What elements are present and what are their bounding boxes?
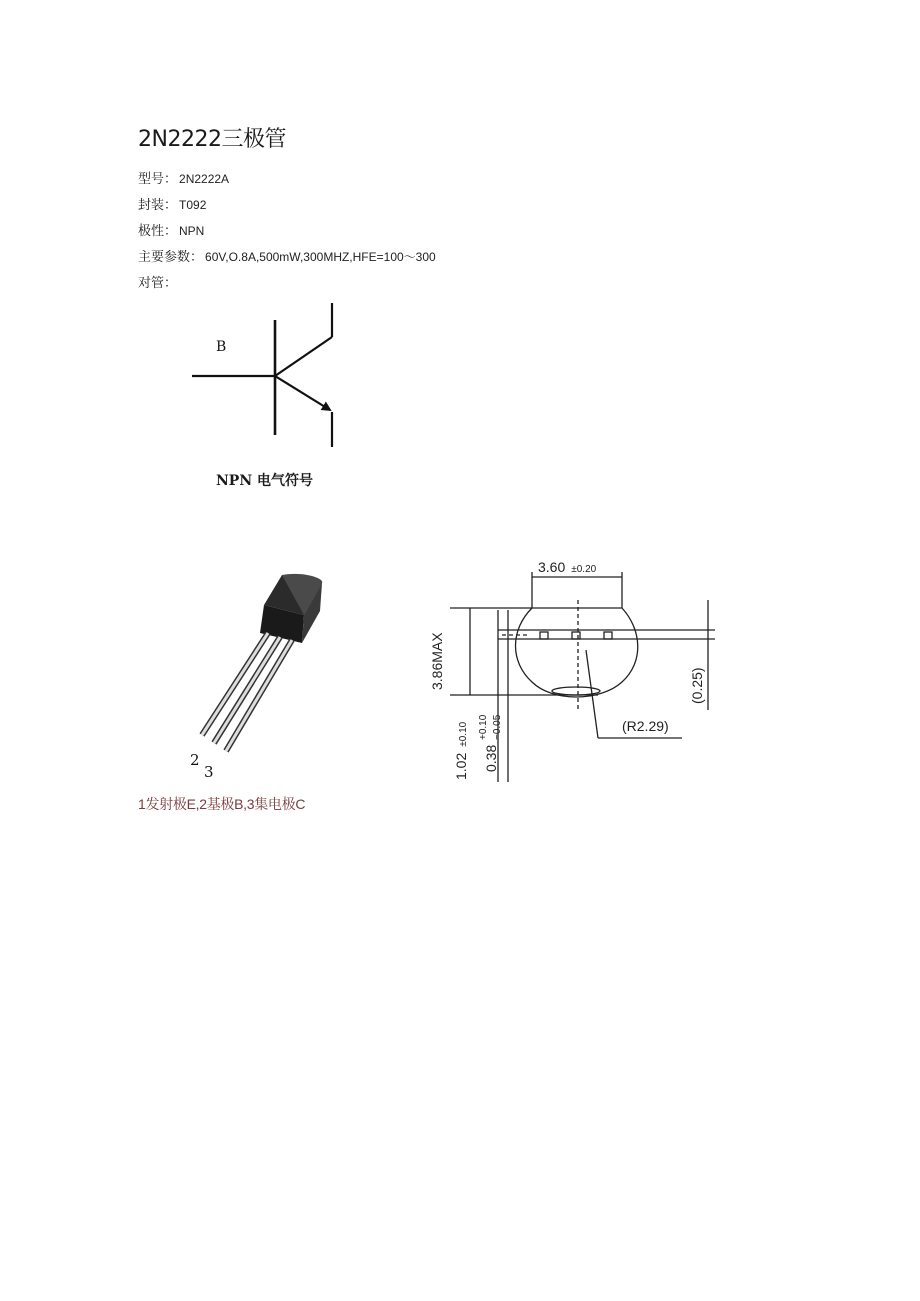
spec-value: 60V,O.8A,500mW,300MHZ,HFE=100～300: [205, 250, 436, 264]
collector-line: [275, 337, 332, 376]
package-leads: [202, 633, 292, 751]
spec-value: T092: [179, 198, 207, 212]
dim-height: 3.86MAX: [429, 632, 445, 690]
spec-package: [138, 194, 206, 213]
npn-symbol-diagram: [180, 295, 360, 460]
pin-number-3: 3: [204, 763, 214, 781]
body-outline: [516, 608, 638, 697]
spec-polarity: [138, 220, 204, 239]
spec-value: NPN: [179, 224, 205, 238]
symbol-caption: NPN 电气符号: [216, 473, 313, 489]
spec-label: 型号：: [138, 172, 178, 187]
spec-label: 极性：: [138, 224, 178, 239]
spec-label: 主要参数：: [138, 250, 204, 265]
spec-parameters: [138, 246, 436, 265]
base-label: B: [216, 339, 227, 355]
pin-number-2: 2: [190, 751, 200, 769]
spec-label: 封装：: [138, 198, 178, 213]
dim-offset: (0.25): [689, 667, 705, 704]
emitter-arrow: [275, 376, 330, 410]
page-title: 2N2222三极管: [138, 127, 286, 152]
spec-model: [138, 168, 229, 187]
spec-complement: [138, 272, 179, 291]
dim-width: 3.60 ±0.20: [538, 559, 597, 575]
package-dimension-drawing: [410, 550, 730, 790]
dim-lead-pitch: 1.02±0.10: [453, 721, 469, 780]
spec-value: 2N2222A: [179, 172, 230, 186]
dim-lead-tol-plus: +0.10: [478, 714, 489, 740]
dim-lead-tol-minus: −0.05: [492, 714, 503, 740]
spec-label: 对管：: [138, 276, 178, 291]
dim-radius: (R2.29): [622, 718, 669, 734]
package-body: [260, 574, 322, 643]
dim-lead-thickness: 0.38: [483, 744, 499, 772]
to92-package-illustration: [180, 565, 350, 785]
pin-assignment-caption: 1发射极E,2基极B,3集电极C: [138, 796, 306, 812]
